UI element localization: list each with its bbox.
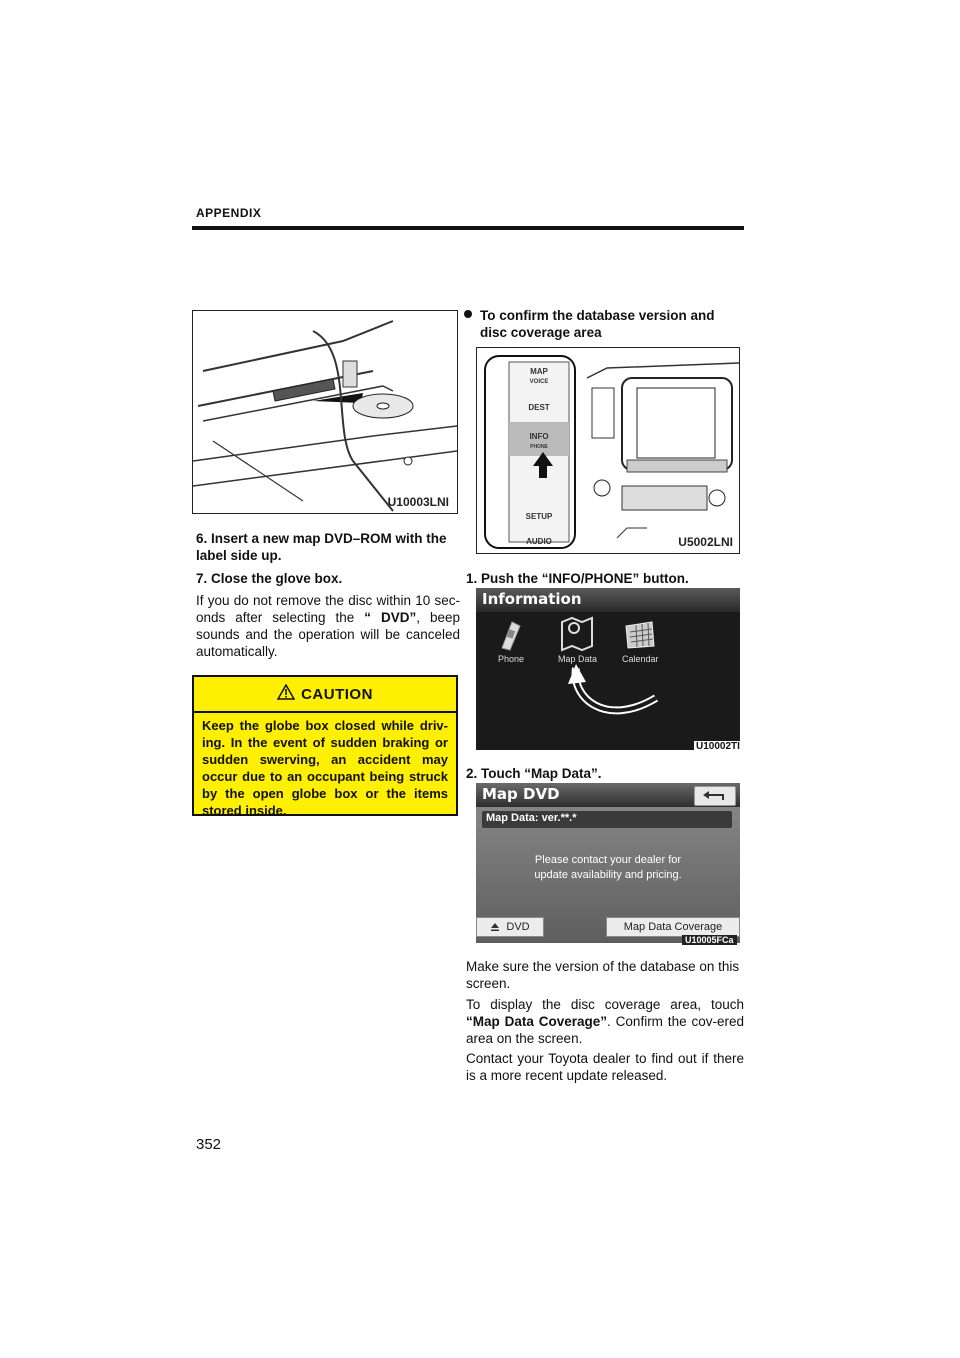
caution-box — [192, 675, 458, 816]
dvd-button-ref: “ DVD” — [364, 610, 417, 625]
back-button[interactable] — [694, 786, 736, 806]
screen-title: Information — [482, 590, 582, 608]
step-1: 1. Push the “INFO/PHONE” button. — [466, 571, 689, 586]
paragraph-dealer: Contact your Toyota dealer to find out if there is a more recent update released. — [466, 1051, 744, 1083]
menu-item-map-data[interactable]: Map Data — [558, 654, 598, 664]
bullet-heading: To confirm the database version and disc coverage area — [480, 308, 715, 340]
screen-title: Map DVD — [482, 785, 560, 803]
figure-code: U10005FCa — [682, 935, 737, 945]
dvd-eject-button[interactable]: DVD — [476, 917, 544, 937]
step-6: 6. Insert a new map DVD–ROM with the label side up. — [196, 531, 447, 563]
eject-icon — [490, 922, 500, 932]
pointing-arrow — [476, 588, 740, 750]
map-dvd-screen — [476, 783, 740, 943]
page-number: 352 — [196, 1136, 222, 1153]
caution-text: Keep the globe box closed while driv-ing. In the event of sudden braking or sudden swerving, an accident may occur due to an occupant being struck by the open globe box or the items stored inside. — [202, 718, 448, 818]
section-header: APPENDIX — [196, 206, 262, 220]
warning-icon — [277, 684, 295, 705]
figure-code: U5002LNI — [678, 535, 733, 549]
button-labels: MAP VOICE DEST INFO PHONE SETUP AUDIO — [525, 367, 553, 546]
eject-note: If you do not remove the disc within 10 sec-onds after selecting the “ DVD”, beep sounds and the operation will be canceled automatically. — [196, 593, 460, 659]
menu-item-calendar[interactable]: Calendar — [622, 654, 659, 664]
back-arrow-icon — [695, 787, 735, 805]
step-7: 7. Close the glove box. — [196, 571, 343, 586]
paragraph-version: Make sure the version of the database on this screen. — [466, 959, 740, 991]
dealer-message: Please contact your dealer for update availability and pricing. — [534, 854, 682, 881]
information-screen — [476, 588, 740, 750]
figure-code: U10002TI — [696, 741, 740, 752]
menu-item-phone[interactable]: Phone — [498, 654, 525, 664]
caution-title: CAUTION — [301, 685, 373, 703]
map-data-coverage-button[interactable]: Map Data Coverage — [606, 917, 740, 937]
header-rule — [192, 226, 744, 230]
bullet-icon — [464, 310, 472, 318]
version-text: Map Data: ver.**.* — [486, 812, 577, 824]
console-illustration — [476, 347, 740, 554]
figure-code: U10003LNI — [387, 495, 449, 509]
step-2: 2. Touch “Map Data”. — [466, 766, 602, 781]
paragraph-coverage: To display the disc coverage area, touch “Map Data Coverage”. Confirm the cov-ered area on the screen. — [466, 997, 744, 1046]
glovebox-illustration — [192, 310, 458, 514]
